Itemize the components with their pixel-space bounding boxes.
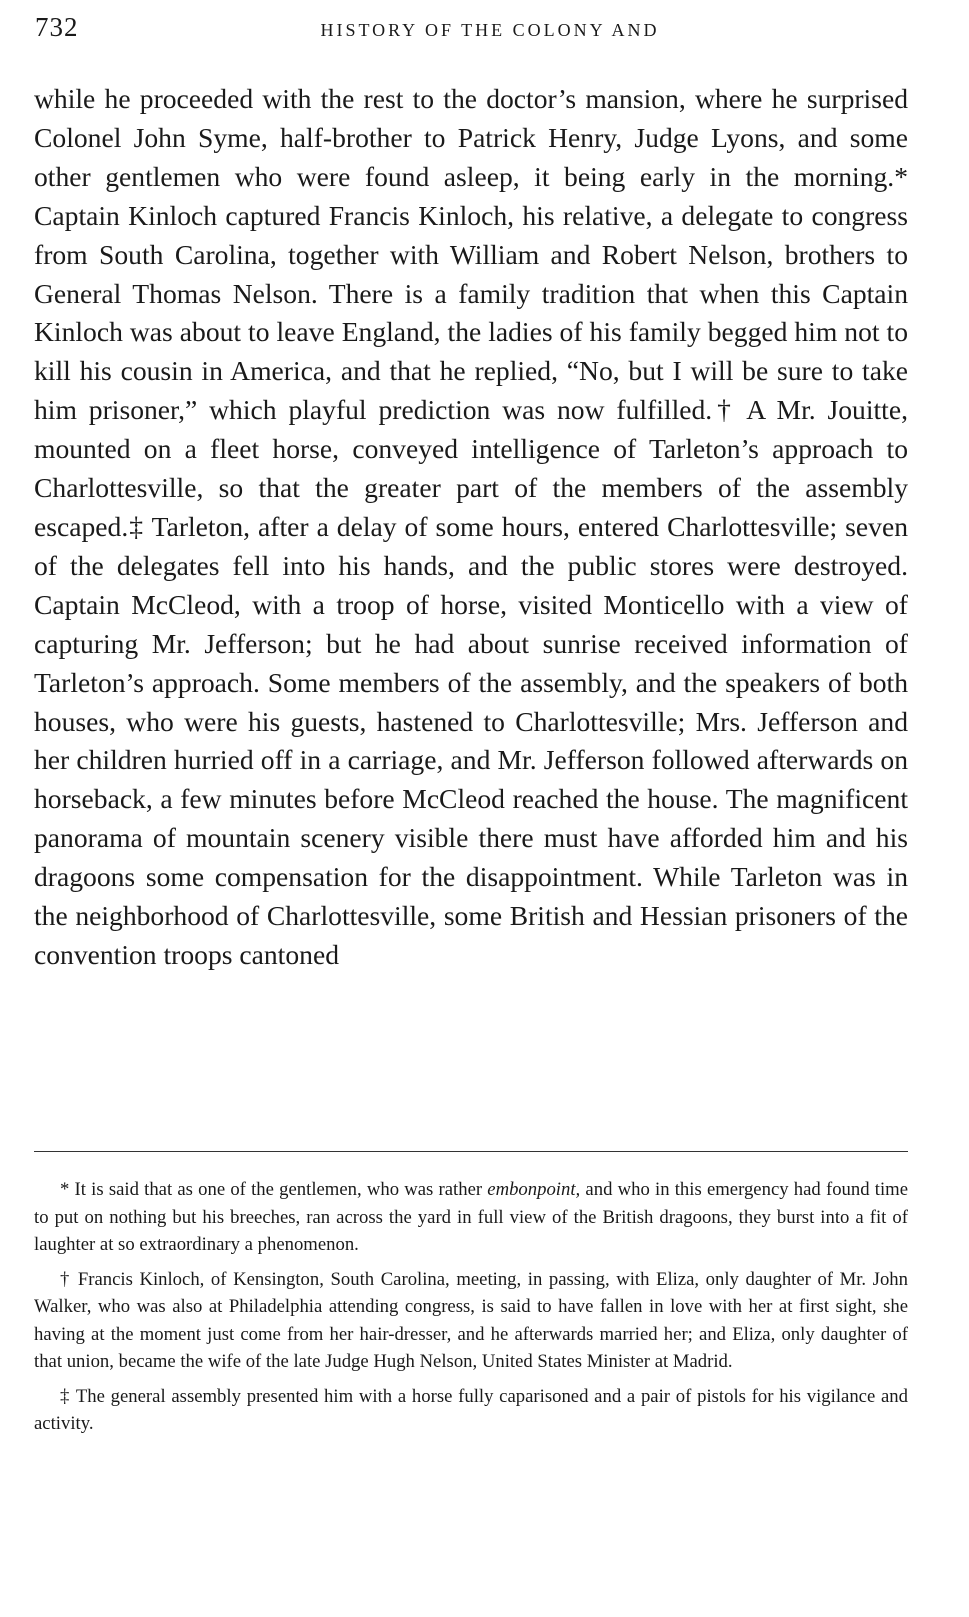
footnote-1-text-start: * It is said that as one of the gentlemen, who was rather xyxy=(60,1179,488,1200)
body-text xyxy=(34,80,908,975)
footnote-1-text-end: and who in this emergency had found time to put on nothing but his breeches, ran across the yard in full view of the British dragoons, they burst into a fit of laughter at so extraordinary a phenomenon. xyxy=(34,1179,908,1255)
body-paragraph: while he proceeded with the rest to the doctor’s mansion, where he surprised Colonel John Syme, half-brother to Patrick Henry, Judge Lyons, and some other gentlemen who were found asleep, it being early in the morning.* Captain Kinloch captured Francis Kinloch, his relative, a delegate to congress from South Carolina, together with William and Robert Nelson, brothers to General Thomas Nelson. There is a family tradition that when this Captain Kinloch was about to leave England, the ladies of his family begged him not to kill his cousin in America, and that he replied, “No, but I will be sure to take him prisoner,” which playful prediction was now fulfilled.† A Mr. Jouitte, mounted on a fleet horse, conveyed intelligence of Tarleton’s approach to Charlottesville, so that the greater part of the members of the assembly escaped.‡ Tarleton, after a delay of some hours, entered Charlottesville; seven of the delegates fell into his hands, and the public stores were destroyed. Captain McCleod, with a troop of horse, visited Monticello with a view of capturing Mr. Jefferson; but he had about sunrise received information of Tarleton’s approach. Some members of the assembly, and the speakers of both houses, who were his guests, hastened to Charlottesville; Mrs. Jefferson and her children hurried off in a carriage, and Mr. Jefferson followed afterwards on horseback, a few minutes before McCleod reached the house. The magnificent panorama of mountain scenery visible there must have afforded him and his dragoons some compensation for the disappointment. While Tarleton was in the neighborhood of Charlottesville, some British and Hessian prisoners of the convention troops cantoned xyxy=(34,83,908,970)
footnote-rule xyxy=(34,1151,908,1152)
footnote-1-italic: embonpoint, xyxy=(487,1179,581,1200)
running-title: HISTORY OF THE COLONY AND xyxy=(320,20,660,40)
running-head xyxy=(35,12,905,46)
footnote-3: ‡ The general assembly presented him with a horse fully caparisoned and a pair of pistols for his vigilance and activity. xyxy=(34,1385,908,1434)
footnote-1 xyxy=(34,1176,908,1259)
page-number: 732 xyxy=(35,12,79,42)
footnote-2: † Francis Kinloch, of Kensington, South Carolina, meeting, in passing, with Eliza, only daughter of Mr. John Walker, who was also at Philadelphia attending congress, is said to have fallen in love with her at first sight, she having at the moment just come from her hair-dresser, and he afterwards married her; and Eliza, only daughter of that union, became the wife of the late Judge Hugh Nelson, United States Minister at Madrid. xyxy=(34,1268,908,1372)
footnotes xyxy=(34,1176,908,1445)
